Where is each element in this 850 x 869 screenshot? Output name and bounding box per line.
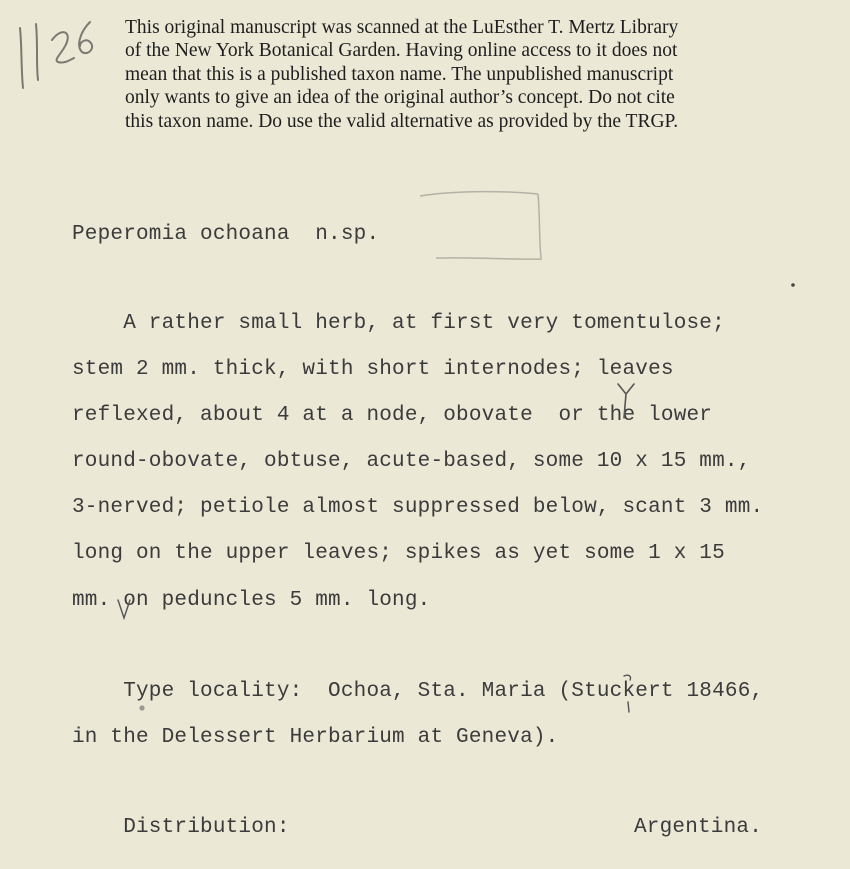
ink-dot [790, 282, 796, 288]
copyright-notice [125, 16, 785, 133]
description-line: reflexed, about 4 at a node, obovate or the lower [72, 404, 713, 427]
notice-line: of the New York Botanical Garden. Having online access to it does not [125, 40, 678, 62]
species-title: Peperomia ochoana n.sp. [72, 223, 380, 246]
type-locality-line: Type locality: Ochoa, Sta. Maria (Stuckert 18466, [72, 680, 764, 703]
description-line: stem 2 mm. thick, with short internodes; leaves [72, 358, 674, 381]
description-line: round-obovate, obtuse, acute-based, some 10 x 15 mm., [72, 450, 751, 473]
notice-line: This original manuscript was scanned at the LuEsther T. Mertz Library [125, 17, 679, 38]
description-line: A rather small herb, at first very tomentulose; [72, 312, 725, 335]
description-line: long on the upper leaves; spikes as yet some 1 x 15 [72, 542, 725, 565]
ink-dot [138, 704, 146, 712]
notice-line: this taxon name. Do use the valid alternative as provided by the TRGP. [125, 110, 679, 132]
notice-line: mean that this is a published taxon name. The unpublished manuscript [125, 63, 674, 85]
distribution-label: Distribution: [72, 816, 290, 839]
type-locality-line: in the Delessert Herbarium at Geneva). [72, 726, 559, 749]
distribution-value: Argentina. [634, 816, 763, 839]
notice-line: only wants to give an idea of the original author’s concept. Do not cite [125, 87, 675, 109]
description-line: 3-nerved; petiole almost suppressed below, scant 3 mm. [72, 496, 764, 519]
handwritten-correction-mark [620, 672, 636, 714]
handwritten-correction-mark [614, 380, 638, 422]
handwritten-correction-mark [116, 596, 132, 622]
stamp-box [418, 188, 544, 262]
description-line: mm. on peduncles 5 mm. long. [72, 589, 431, 612]
handwritten-number [14, 18, 104, 108]
